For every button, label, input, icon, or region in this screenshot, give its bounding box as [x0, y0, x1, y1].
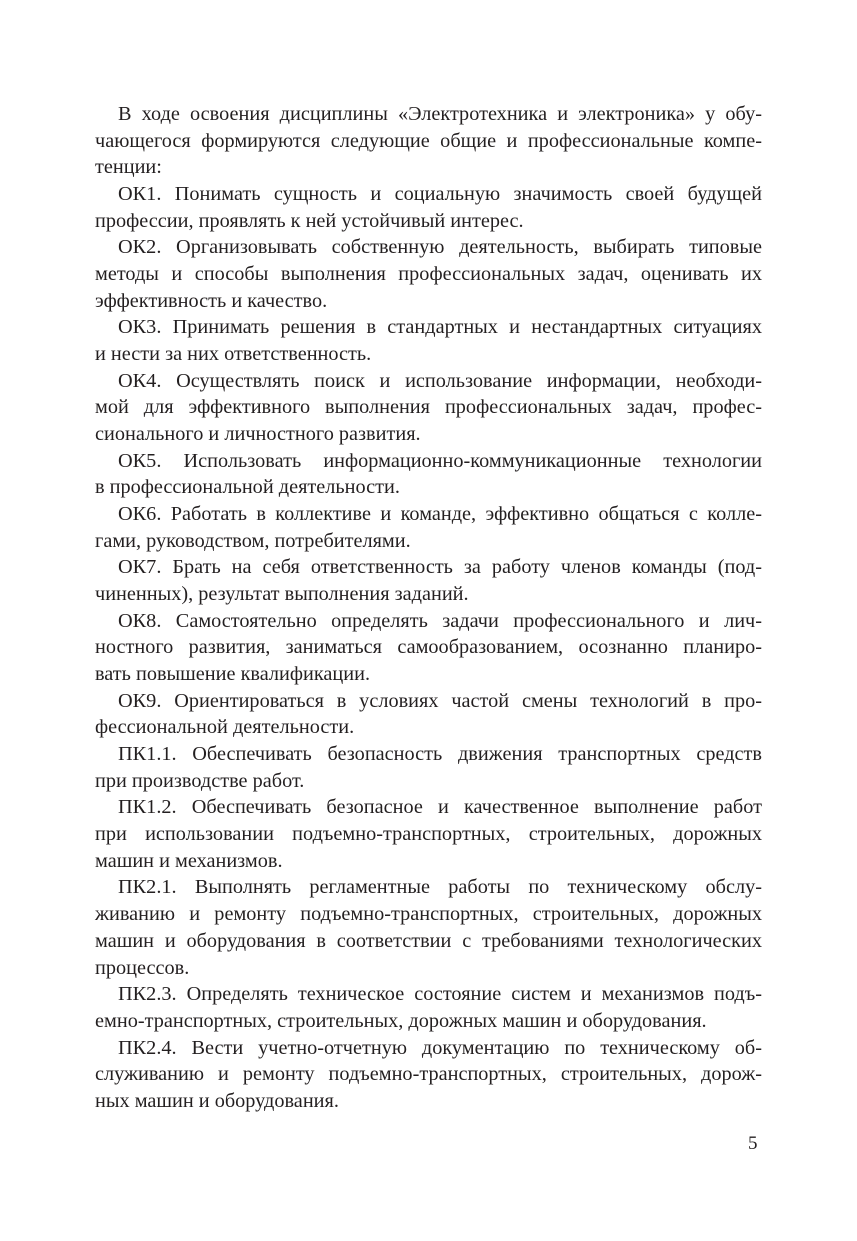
text-line: чающегося формируются следующие общие и профессиональные компе- — [95, 129, 762, 152]
text-line: машин и оборудования в соответствии с требованиями технологических — [95, 929, 762, 952]
text-line: ПК1.1. Обеспечивать безопасность движения транспортных средств — [118, 743, 762, 766]
text-line: ОК3. Принимать решения в стандартных и нестандартных ситуациях — [118, 316, 762, 339]
text-line: методы и способы выполнения профессиональных задач, оценивать их — [95, 263, 762, 286]
text-line: ОК4. Осуществлять поиск и использование информации, необходи- — [118, 369, 762, 392]
paragraph — [95, 1035, 762, 1115]
paragraph — [95, 234, 762, 314]
text-line: профессии, проявлять к ней устойчивый интерес. — [95, 209, 524, 232]
text-line: вать повышение квалификации. — [95, 663, 371, 686]
paragraph — [95, 608, 762, 688]
text-line: эффективность и качество. — [95, 289, 328, 312]
text-line: ностного развития, заниматься самообразованием, осознанно планиро- — [95, 636, 762, 659]
text-line: при использовании подъемно-транспортных, строительных, дорожных — [95, 823, 762, 846]
text-line: В ходе освоения дисциплины «Электротехника и электроника» у обу- — [118, 103, 762, 125]
paragraph — [95, 448, 762, 501]
paragraph — [95, 101, 762, 181]
text-line: в профессиональной деятельности. — [95, 476, 400, 499]
text-line: живанию и ремонту подъемно-транспортных, строительных, дорожных — [95, 903, 762, 926]
paragraph — [95, 741, 762, 794]
document-body — [95, 101, 762, 1115]
paragraph — [95, 501, 762, 554]
text-line: мой для эффективного выполнения профессиональных задач, профес- — [95, 396, 762, 419]
text-line: емно-транспортных, строительных, дорожных машин и оборудования. — [95, 1009, 707, 1032]
text-line: ОК1. Понимать сущность и социальную значимость своей будущей — [118, 183, 762, 206]
paragraph — [95, 794, 762, 874]
text-line: сионального и личностного развития. — [95, 423, 421, 446]
page-number: 5 — [748, 1133, 758, 1154]
text-line: гами, руководством, потребителями. — [95, 529, 411, 552]
text-line: ПК2.3. Определять техническое состояние систем и механизмов подъ- — [118, 983, 762, 1006]
paragraph — [95, 314, 762, 367]
text-line: при производстве работ. — [95, 769, 305, 792]
text-line: ОК2. Организовывать собственную деятельность, выбирать типовые — [118, 236, 762, 259]
paragraph — [95, 688, 762, 741]
text-line: ОК8. Самостоятельно определять задачи профессионального и лич- — [118, 609, 762, 632]
text-line: ПК2.4. Вести учетно-отчетную документацию по техническому об- — [118, 1036, 762, 1059]
text-line: ПК2.1. Выполнять регламентные работы по техническому обслу- — [118, 876, 762, 899]
paragraph — [95, 181, 762, 234]
text-line: ных машин и оборудования. — [95, 1089, 339, 1112]
text-line: тенции: — [95, 156, 162, 179]
text-line: ОК9. Ориентироваться в условиях частой смены технологий в про- — [118, 689, 762, 712]
text-line: ОК6. Работать в коллективе и команде, эффективно общаться с колле- — [118, 503, 762, 526]
text-line: фессиональной деятельности. — [95, 716, 355, 739]
text-line: процессов. — [95, 956, 190, 979]
text-line: ОК5. Использовать информационно-коммуникационные технологии — [118, 449, 762, 472]
paragraph — [95, 981, 762, 1034]
paragraph — [95, 554, 762, 607]
text-line: ОК7. Брать на себя ответственность за работу членов команды (под- — [118, 556, 762, 579]
text-line: машин и механизмов. — [95, 849, 283, 872]
paragraph — [95, 874, 762, 981]
text-line: чиненных), результат выполнения заданий. — [95, 583, 469, 606]
paragraph — [95, 368, 762, 448]
text-line: ПК1.2. Обеспечивать безопасное и качественное выполнение работ — [118, 796, 762, 819]
text-line: служиванию и ремонту подъемно-транспортных, строительных, дорож- — [95, 1063, 762, 1086]
text-line: и нести за них ответственность. — [95, 343, 372, 366]
